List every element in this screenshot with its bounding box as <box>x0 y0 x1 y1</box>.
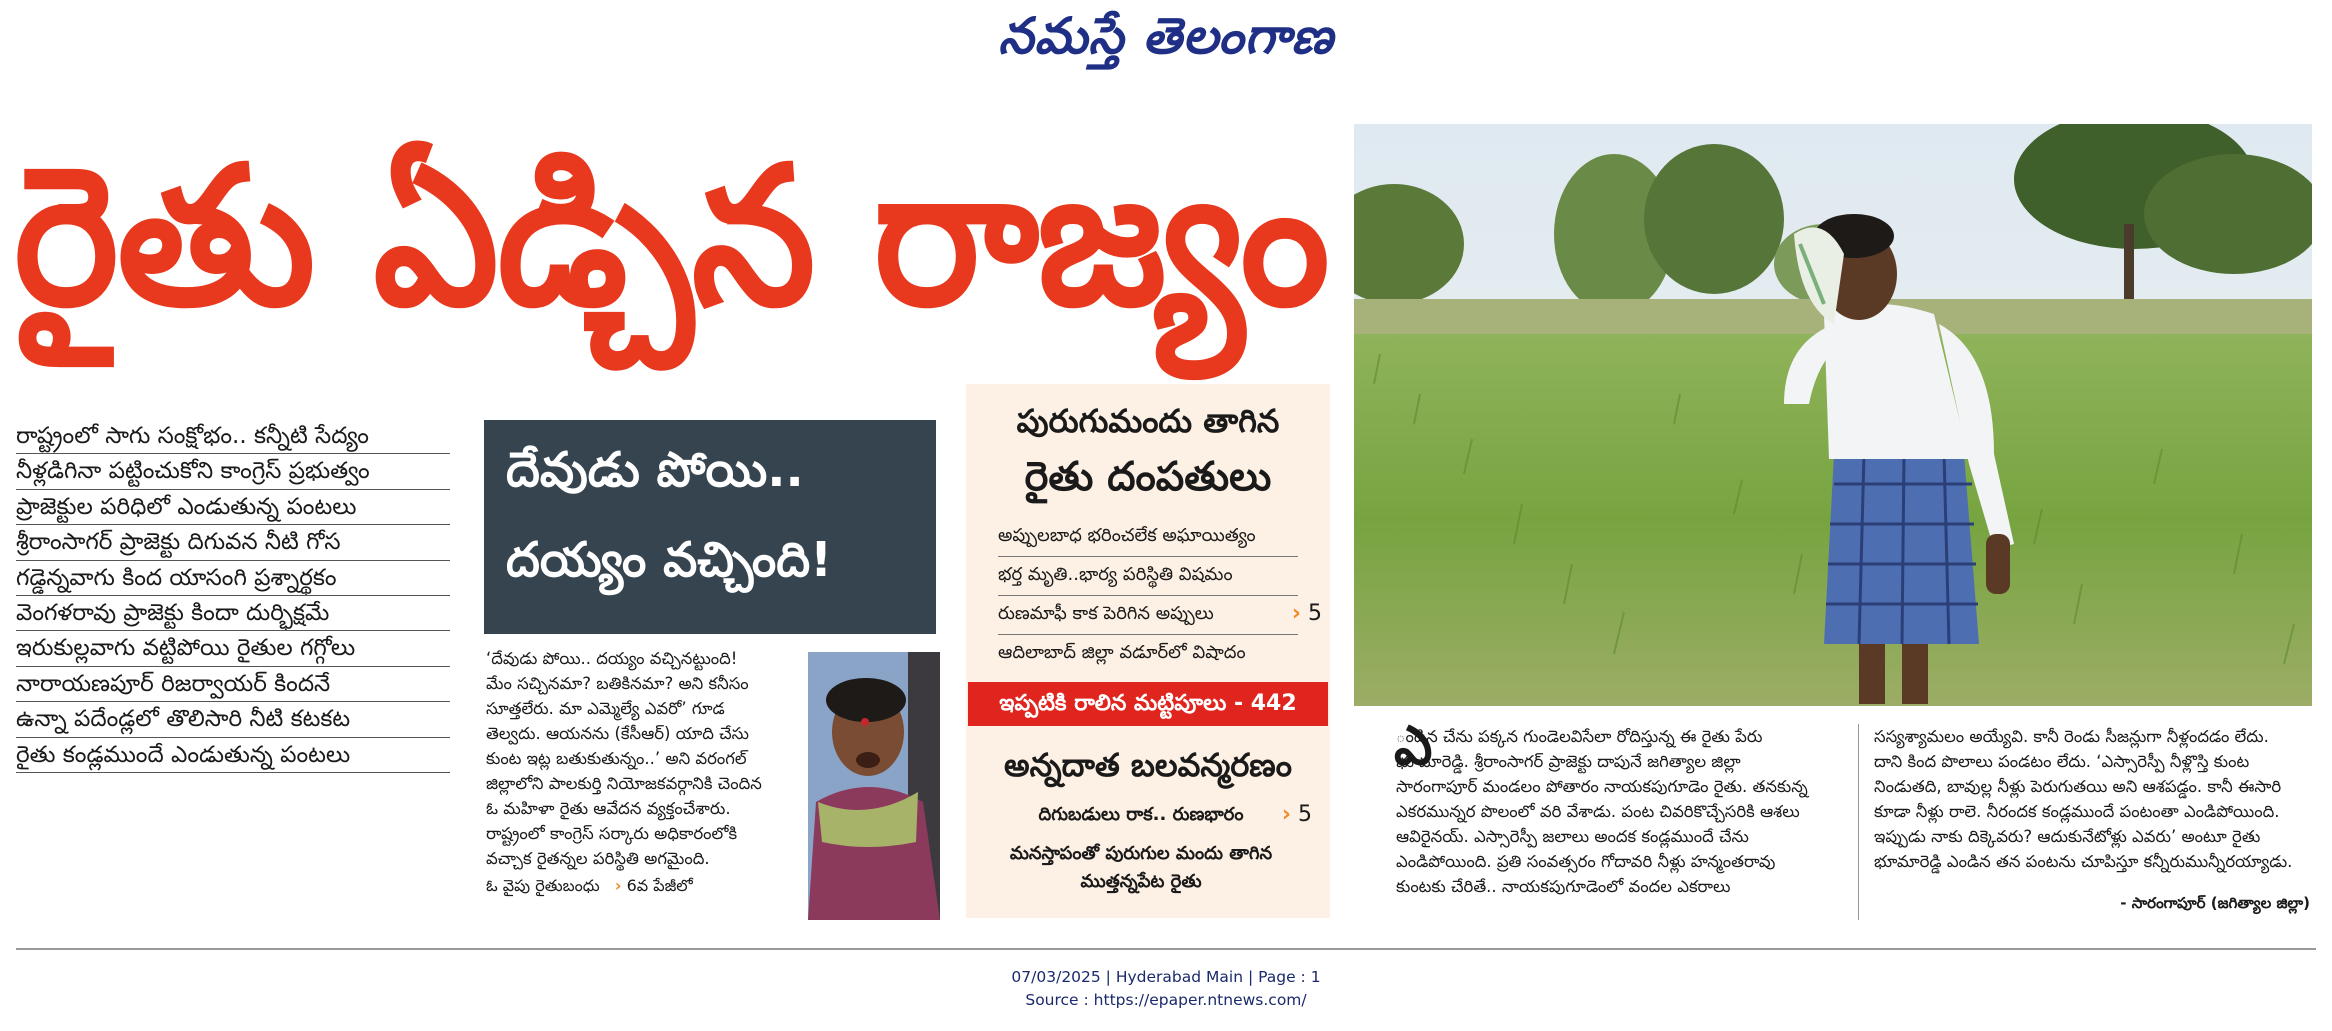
summary-point: శ్రీరాంసాగర్ ప్రాజెక్టు దిగువన నీటి గోస <box>16 526 450 560</box>
quote-line: ఓ మహిళా రైతు ఆవేదన వ్యక్తంచేశారు. <box>486 799 731 818</box>
story-column-1 <box>1394 714 1846 899</box>
box-point[interactable]: రుణమాఫీ కాక పెరిగిన అప్పులు › 5 <box>998 596 1298 635</box>
summary-point: నారాయణపూర్ రిజర్వాయర్ కిందనే <box>16 668 450 702</box>
page-jump[interactable] <box>1282 802 1312 827</box>
story-line: ండిన చేను పక్కన గుండెలవిసేలా రోదిస్తున్న ఈ రైతు పేరు <box>1396 727 1763 746</box>
column-divider <box>1858 724 1859 920</box>
quote-line: తెల్వదు. ఆయనను (కేసీఆర్) యాది చేసు <box>486 724 749 743</box>
summary-point: ఉన్నా పదేండ్లలో తొలిసారి నీటి కటకట <box>16 703 450 737</box>
dateline: - సారంగాపూర్ (జగిత్యాల జిల్లా) <box>2120 894 2310 912</box>
quote-line: జిల్లాలోని పాలకుర్తి నియోజకవర్గానికి చెందిన <box>486 774 762 793</box>
footer-divider <box>16 948 2316 950</box>
story-line: ఇప్పుడు నాకు దిక్కెవరు? ఆదుకునేటోళ్లు ఎవరు’ అంటూ రైతు <box>1874 827 2261 846</box>
chevron-right-icon: › <box>614 876 622 895</box>
story-line: ఆవిరైనయ్. ఎస్సారెస్పీ జలాలు అందక కండ్లముందే చేను <box>1396 827 1749 846</box>
main-headline: రైతు ఏడ్చిన రాజ్యం <box>14 126 1328 349</box>
box-heading-2: అన్నదాత బలవన్మరణం <box>1004 746 1292 784</box>
quote-line: ‘దేవుడు పోయి.. దయ్యం వచ్చినట్టుంది! <box>486 649 738 668</box>
box-point: భర్త మృతి..భార్య పరిస్థితి విషమం <box>998 557 1298 596</box>
page-reference: 6వ పేజీలో <box>626 876 693 895</box>
box-point: అప్పులబాధ భరించలేక అఘాయిత్యం <box>998 518 1298 557</box>
box-subheading: దిగుబడులు రాక.. రుణభారం <box>1038 804 1244 825</box>
summary-point: రాష్ట్రంలో సాగు సంక్షోభం.. కన్నీటి సేద్యం <box>16 420 450 454</box>
story-line: నిండుతది, బావుల్ల నీళ్లు పెరుగుతయి అని ఆశపడ్డం. కానీ ఈసారి <box>1874 777 2282 796</box>
edition-info: 07/03/2025 | Hyderabad Main | Page : 1 <box>1011 968 1321 986</box>
quote-line: మేం సచ్చినమా? బతికినమా? అని కనీసం <box>486 674 749 693</box>
story-line: సారంగాపూర్ మండలం పోతారం నాయకపుగూడెం రైతు. తనకున్న <box>1396 777 1808 796</box>
page-number: 5 <box>1298 802 1312 827</box>
masthead-logo: నమస్తే తెలంగాణ <box>998 6 1334 65</box>
summary-point: గడ్డెన్నవాగు కింద యాసంగి ప్రశ్నార్థకం <box>16 562 450 596</box>
box-points <box>998 518 1322 673</box>
farmer-photo <box>1354 124 2312 706</box>
story-column-2 <box>1874 724 2310 874</box>
suicide-news-box <box>966 384 1330 918</box>
quote-line: వచ్చాక రైతన్నల పరిస్థితి అగమైంది. <box>486 849 710 868</box>
story-line: కుంటకు చేరితే.. నాయకపుగూడెంలో వందల ఎకరాలు <box>1396 877 1731 896</box>
story-line: ఎండిపోయింది. ప్రతి సంవత్సరం గోదావరి నీళ్లు హన్మంతరావు <box>1396 852 1776 871</box>
death-count-banner: ఇప్పటికి రాలిన మట్టిపూలు - 442 <box>968 682 1328 726</box>
box-title-line1: పురుగుమందు తాగిన <box>1016 402 1280 440</box>
quote-headline-line2: దయ్యం వచ్చింది! <box>506 532 833 588</box>
summary-points <box>16 420 450 774</box>
quote-headline-box <box>484 420 936 634</box>
story-line: భూమారెడ్డి. శ్రీరాంసాగర్ ప్రాజెక్టు దాపునే జగిత్యాల జిల్లా <box>1396 752 1741 771</box>
summary-point: నీళ్లడిగినా పట్టించుకోని కాంగ్రెస్ ప్రభుత్వం <box>16 455 450 489</box>
summary-point: రైతు కండ్లముందే ఎండుతున్న పంటలు <box>16 739 450 773</box>
quote-headline-line1: దేవుడు పోయి.. <box>506 442 804 498</box>
drop-cap: ఎ <box>1394 714 1433 777</box>
chevron-right-icon: › <box>1281 802 1291 827</box>
chevron-right-icon: › <box>1291 601 1301 626</box>
box-title-line2: రైతు దంపతులు <box>1024 454 1272 500</box>
story-line: సస్యశ్యామలం అయ్యేవి. కానీ రెండు సీజన్లుగా నీళ్లందడం లేదు. <box>1874 727 2269 746</box>
story-line: కూడా నీళ్లు రాలె. నీరందక కండ్లముందే పంటంతా ఎండిపోయింది. <box>1874 802 2280 821</box>
continued-label: ఓ వైపు రైతుబంధు <box>486 876 600 895</box>
continued-link[interactable] <box>486 873 806 898</box>
quote-line: రాష్ట్రంలో కాంగ్రెస్ సర్కారు అధికారంలోకి <box>486 824 738 843</box>
story-line: దాని కింద పొలాలు పండటం లేదు. ‘ఎస్సారెస్పీ నీళ్లొస్తి కుంట <box>1874 752 2250 771</box>
quote-line: సూత్తలేరు. మా ఎమ్మెల్యే ఎవరో’ గూడ <box>486 699 725 718</box>
box-point: ఆదిలాబాద్ జిల్లా వడూర్‌లో విషాదం <box>998 642 1246 663</box>
story-line: భూమారెడ్డి ఎండిన తన పంటను చూపిస్తూ కన్నీరుమున్నీరయ్యాడు. <box>1874 852 2293 871</box>
story-line: ఎకరమున్నర పొలంలో వరి వేశాడు. పంట చివరికొచ్చేసరికి ఆశలు <box>1396 802 1800 821</box>
box-subheading-2: మనస్తాపంతో పురుగుల మందు తాగిన ముత్తన్నపేట రైతు <box>1009 843 1273 892</box>
summary-point: ప్రాజెక్టుల పరిధిలో ఎండుతున్న పంటలు <box>16 491 450 525</box>
source-link[interactable]: Source : https://epaper.ntnews.com/ <box>1025 991 1307 1009</box>
summary-point: వెంగళరావు ప్రాజెక్టు కిందా దుర్భిక్షమే <box>16 597 450 631</box>
woman-farmer-photo <box>808 652 940 920</box>
quote-line: కుంట ఇట్ల బతుకుతున్నం..’ అని వరంగల్ <box>486 749 747 768</box>
page-number: 5 <box>1308 601 1322 626</box>
summary-point: ఇరుకుల్లవాగు వట్టిపోయి రైతుల గగ్గోలు <box>16 632 450 666</box>
quote-story <box>486 646 806 898</box>
